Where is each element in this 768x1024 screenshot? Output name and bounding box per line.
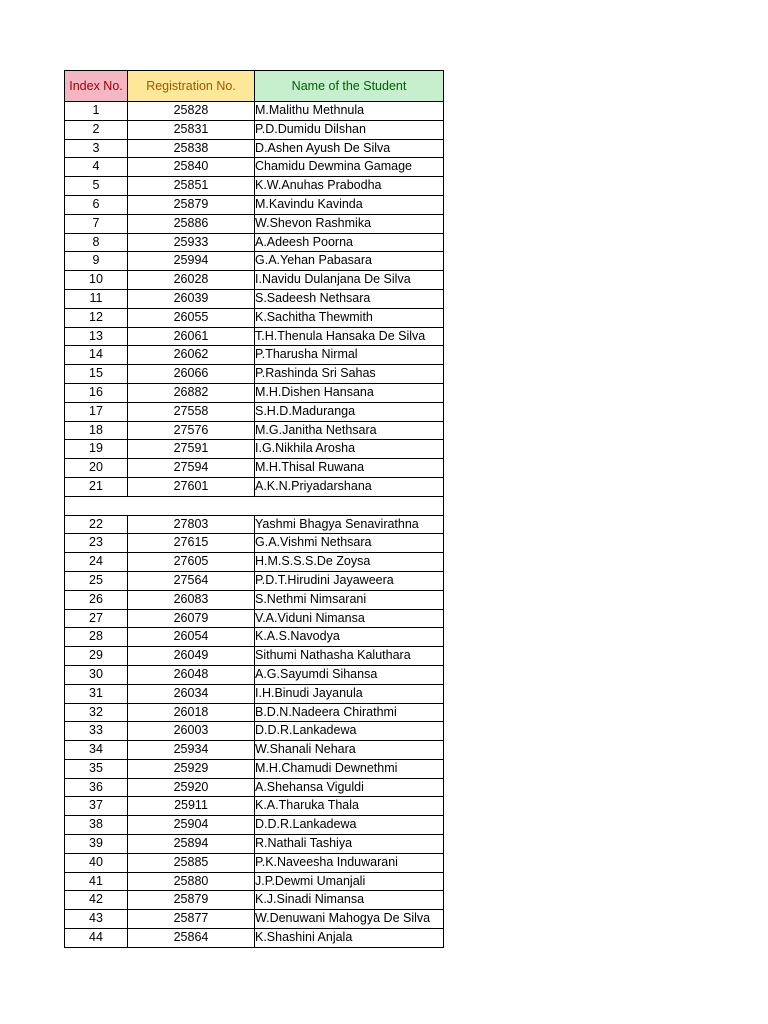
cell-registration: 25838 <box>128 139 255 158</box>
cell-student-name: M.H.Chamudi Dewnethmi <box>255 759 444 778</box>
table-row <box>65 365 444 384</box>
table-row <box>65 402 444 421</box>
group-separator-row <box>65 496 444 515</box>
cell-index: 30 <box>65 665 128 684</box>
cell-index: 7 <box>65 214 128 233</box>
cell-index: 42 <box>65 891 128 910</box>
cell-student-name: P.D.T.Hirudini Jayaweera <box>255 571 444 590</box>
table-row <box>65 571 444 590</box>
table-row <box>65 346 444 365</box>
cell-registration: 25933 <box>128 233 255 252</box>
table-row <box>65 158 444 177</box>
cell-registration: 25886 <box>128 214 255 233</box>
cell-index: 8 <box>65 233 128 252</box>
table-row <box>65 703 444 722</box>
table-row <box>65 477 444 496</box>
cell-student-name: K.W.Anuhas Prabodha <box>255 177 444 196</box>
cell-index: 21 <box>65 477 128 496</box>
cell-registration: 25904 <box>128 816 255 835</box>
table-body <box>65 102 444 948</box>
table-row <box>65 252 444 271</box>
header-row <box>65 71 444 102</box>
cell-student-name: D.D.R.Lankadewa <box>255 722 444 741</box>
cell-index: 10 <box>65 271 128 290</box>
cell-registration: 27576 <box>128 421 255 440</box>
cell-student-name: J.P.Dewmi Umanjali <box>255 872 444 891</box>
table-row <box>65 195 444 214</box>
cell-student-name: S.Sadeesh Nethsara <box>255 289 444 308</box>
cell-index: 13 <box>65 327 128 346</box>
cell-registration: 25994 <box>128 252 255 271</box>
column-header-index: Index No. <box>65 71 128 102</box>
cell-registration: 26083 <box>128 590 255 609</box>
cell-registration: 26028 <box>128 271 255 290</box>
cell-registration: 26034 <box>128 684 255 703</box>
cell-student-name: P.Rashinda Sri Sahas <box>255 365 444 384</box>
cell-registration: 25831 <box>128 120 255 139</box>
cell-registration: 27594 <box>128 459 255 478</box>
table-row <box>65 647 444 666</box>
cell-registration: 27803 <box>128 515 255 534</box>
table-row <box>65 628 444 647</box>
table-row <box>65 816 444 835</box>
cell-index: 35 <box>65 759 128 778</box>
student-roster-table <box>64 70 444 948</box>
table-row <box>65 590 444 609</box>
cell-student-name: K.A.S.Navodya <box>255 628 444 647</box>
cell-student-name: D.D.R.Lankadewa <box>255 816 444 835</box>
table-row <box>65 797 444 816</box>
cell-student-name: K.A.Tharuka Thala <box>255 797 444 816</box>
cell-student-name: D.Ashen Ayush De Silva <box>255 139 444 158</box>
cell-index: 25 <box>65 571 128 590</box>
table-row <box>65 271 444 290</box>
column-header-name: Name of the Student <box>255 71 444 102</box>
table-row <box>65 853 444 872</box>
cell-index: 33 <box>65 722 128 741</box>
cell-index: 40 <box>65 853 128 872</box>
cell-registration: 25920 <box>128 778 255 797</box>
cell-index: 19 <box>65 440 128 459</box>
cell-index: 32 <box>65 703 128 722</box>
cell-registration: 27615 <box>128 534 255 553</box>
table-row <box>65 553 444 572</box>
cell-registration: 27591 <box>128 440 255 459</box>
cell-index: 43 <box>65 910 128 929</box>
cell-student-name: K.Shashini Anjala <box>255 929 444 948</box>
cell-student-name: H.M.S.S.S.De Zoysa <box>255 553 444 572</box>
cell-student-name: G.A.Yehan Pabasara <box>255 252 444 271</box>
cell-student-name: S.Nethmi Nimsarani <box>255 590 444 609</box>
cell-index: 14 <box>65 346 128 365</box>
table-row <box>65 910 444 929</box>
cell-student-name: M.Kavindu Kavinda <box>255 195 444 214</box>
cell-registration: 27601 <box>128 477 255 496</box>
table-row <box>65 308 444 327</box>
cell-student-name: W.Shanali Nehara <box>255 741 444 760</box>
table-row <box>65 421 444 440</box>
cell-index: 34 <box>65 741 128 760</box>
cell-registration: 27605 <box>128 553 255 572</box>
table-row <box>65 534 444 553</box>
cell-registration: 26054 <box>128 628 255 647</box>
cell-student-name: P.Tharusha Nirmal <box>255 346 444 365</box>
table-row <box>65 929 444 948</box>
cell-student-name: Chamidu Dewmina Gamage <box>255 158 444 177</box>
cell-index: 15 <box>65 365 128 384</box>
cell-student-name: W.Denuwani Mahogya De Silva <box>255 910 444 929</box>
cell-student-name: M.Malithu Methnula <box>255 102 444 121</box>
table-row <box>65 120 444 139</box>
cell-registration: 25880 <box>128 872 255 891</box>
cell-student-name: K.J.Sinadi Nimansa <box>255 891 444 910</box>
cell-index: 24 <box>65 553 128 572</box>
cell-registration: 26048 <box>128 665 255 684</box>
cell-registration: 25879 <box>128 891 255 910</box>
cell-student-name: I.Navidu Dulanjana De Silva <box>255 271 444 290</box>
table-row <box>65 139 444 158</box>
cell-student-name: V.A.Viduni Nimansa <box>255 609 444 628</box>
cell-index: 29 <box>65 647 128 666</box>
cell-student-name: M.H.Thisal Ruwana <box>255 459 444 478</box>
cell-student-name: K.Sachitha Thewmith <box>255 308 444 327</box>
cell-student-name: P.D.Dumidu Dilshan <box>255 120 444 139</box>
cell-student-name: I.H.Binudi Jayanula <box>255 684 444 703</box>
cell-index: 38 <box>65 816 128 835</box>
cell-registration: 25934 <box>128 741 255 760</box>
table-row <box>65 665 444 684</box>
group-separator-cell <box>65 496 444 515</box>
cell-student-name: Yashmi Bhagya Senavirathna <box>255 515 444 534</box>
cell-index: 12 <box>65 308 128 327</box>
cell-registration: 27564 <box>128 571 255 590</box>
table-row <box>65 722 444 741</box>
table-row <box>65 891 444 910</box>
table-row <box>65 872 444 891</box>
cell-index: 17 <box>65 402 128 421</box>
table-row <box>65 233 444 252</box>
cell-student-name: S.H.D.Maduranga <box>255 402 444 421</box>
table-row <box>65 741 444 760</box>
cell-index: 22 <box>65 515 128 534</box>
cell-registration: 25894 <box>128 835 255 854</box>
cell-index: 23 <box>65 534 128 553</box>
cell-index: 37 <box>65 797 128 816</box>
cell-registration: 26039 <box>128 289 255 308</box>
cell-index: 28 <box>65 628 128 647</box>
cell-index: 4 <box>65 158 128 177</box>
cell-index: 20 <box>65 459 128 478</box>
cell-student-name: W.Shevon Rashmika <box>255 214 444 233</box>
cell-registration: 26003 <box>128 722 255 741</box>
cell-registration: 25877 <box>128 910 255 929</box>
cell-registration: 26062 <box>128 346 255 365</box>
cell-index: 11 <box>65 289 128 308</box>
table-row <box>65 778 444 797</box>
cell-registration: 27558 <box>128 402 255 421</box>
cell-index: 44 <box>65 929 128 948</box>
cell-index: 3 <box>65 139 128 158</box>
cell-registration: 25828 <box>128 102 255 121</box>
cell-registration: 25911 <box>128 797 255 816</box>
cell-registration: 26018 <box>128 703 255 722</box>
cell-registration: 26066 <box>128 365 255 384</box>
table-row <box>65 327 444 346</box>
cell-student-name: M.H.Dishen Hansana <box>255 383 444 402</box>
cell-registration: 26049 <box>128 647 255 666</box>
table-row <box>65 383 444 402</box>
cell-index: 26 <box>65 590 128 609</box>
cell-student-name: A.Shehansa Viguldi <box>255 778 444 797</box>
cell-registration: 26055 <box>128 308 255 327</box>
cell-index: 16 <box>65 383 128 402</box>
cell-index: 31 <box>65 684 128 703</box>
cell-index: 2 <box>65 120 128 139</box>
cell-index: 39 <box>65 835 128 854</box>
cell-student-name: B.D.N.Nadeera Chirathmi <box>255 703 444 722</box>
cell-registration: 25879 <box>128 195 255 214</box>
cell-student-name: A.G.Sayumdi Sihansa <box>255 665 444 684</box>
table-row <box>65 609 444 628</box>
table-row <box>65 835 444 854</box>
cell-student-name: T.H.Thenula Hansaka De Silva <box>255 327 444 346</box>
cell-student-name: Sithumi Nathasha Kaluthara <box>255 647 444 666</box>
cell-student-name: R.Nathali Tashiya <box>255 835 444 854</box>
cell-index: 6 <box>65 195 128 214</box>
cell-index: 1 <box>65 102 128 121</box>
cell-index: 9 <box>65 252 128 271</box>
cell-student-name: A.K.N.Priyadarshana <box>255 477 444 496</box>
cell-student-name: M.G.Janitha Nethsara <box>255 421 444 440</box>
cell-registration: 25840 <box>128 158 255 177</box>
table-row <box>65 459 444 478</box>
cell-student-name: P.K.Naveesha Induwarani <box>255 853 444 872</box>
cell-index: 5 <box>65 177 128 196</box>
cell-index: 36 <box>65 778 128 797</box>
table-row <box>65 684 444 703</box>
cell-index: 27 <box>65 609 128 628</box>
table-row <box>65 214 444 233</box>
table-row <box>65 289 444 308</box>
cell-registration: 26079 <box>128 609 255 628</box>
cell-registration: 25929 <box>128 759 255 778</box>
table-header <box>65 71 444 102</box>
cell-registration: 26882 <box>128 383 255 402</box>
table-row <box>65 515 444 534</box>
table-row <box>65 102 444 121</box>
cell-registration: 25851 <box>128 177 255 196</box>
table-row <box>65 759 444 778</box>
column-header-registration: Registration No. <box>128 71 255 102</box>
table-row <box>65 177 444 196</box>
table-row <box>65 440 444 459</box>
cell-index: 41 <box>65 872 128 891</box>
cell-registration: 25864 <box>128 929 255 948</box>
cell-index: 18 <box>65 421 128 440</box>
cell-student-name: A.Adeesh Poorna <box>255 233 444 252</box>
cell-student-name: I.G.Nikhila Arosha <box>255 440 444 459</box>
cell-registration: 26061 <box>128 327 255 346</box>
cell-registration: 25885 <box>128 853 255 872</box>
cell-student-name: G.A.Vishmi Nethsara <box>255 534 444 553</box>
